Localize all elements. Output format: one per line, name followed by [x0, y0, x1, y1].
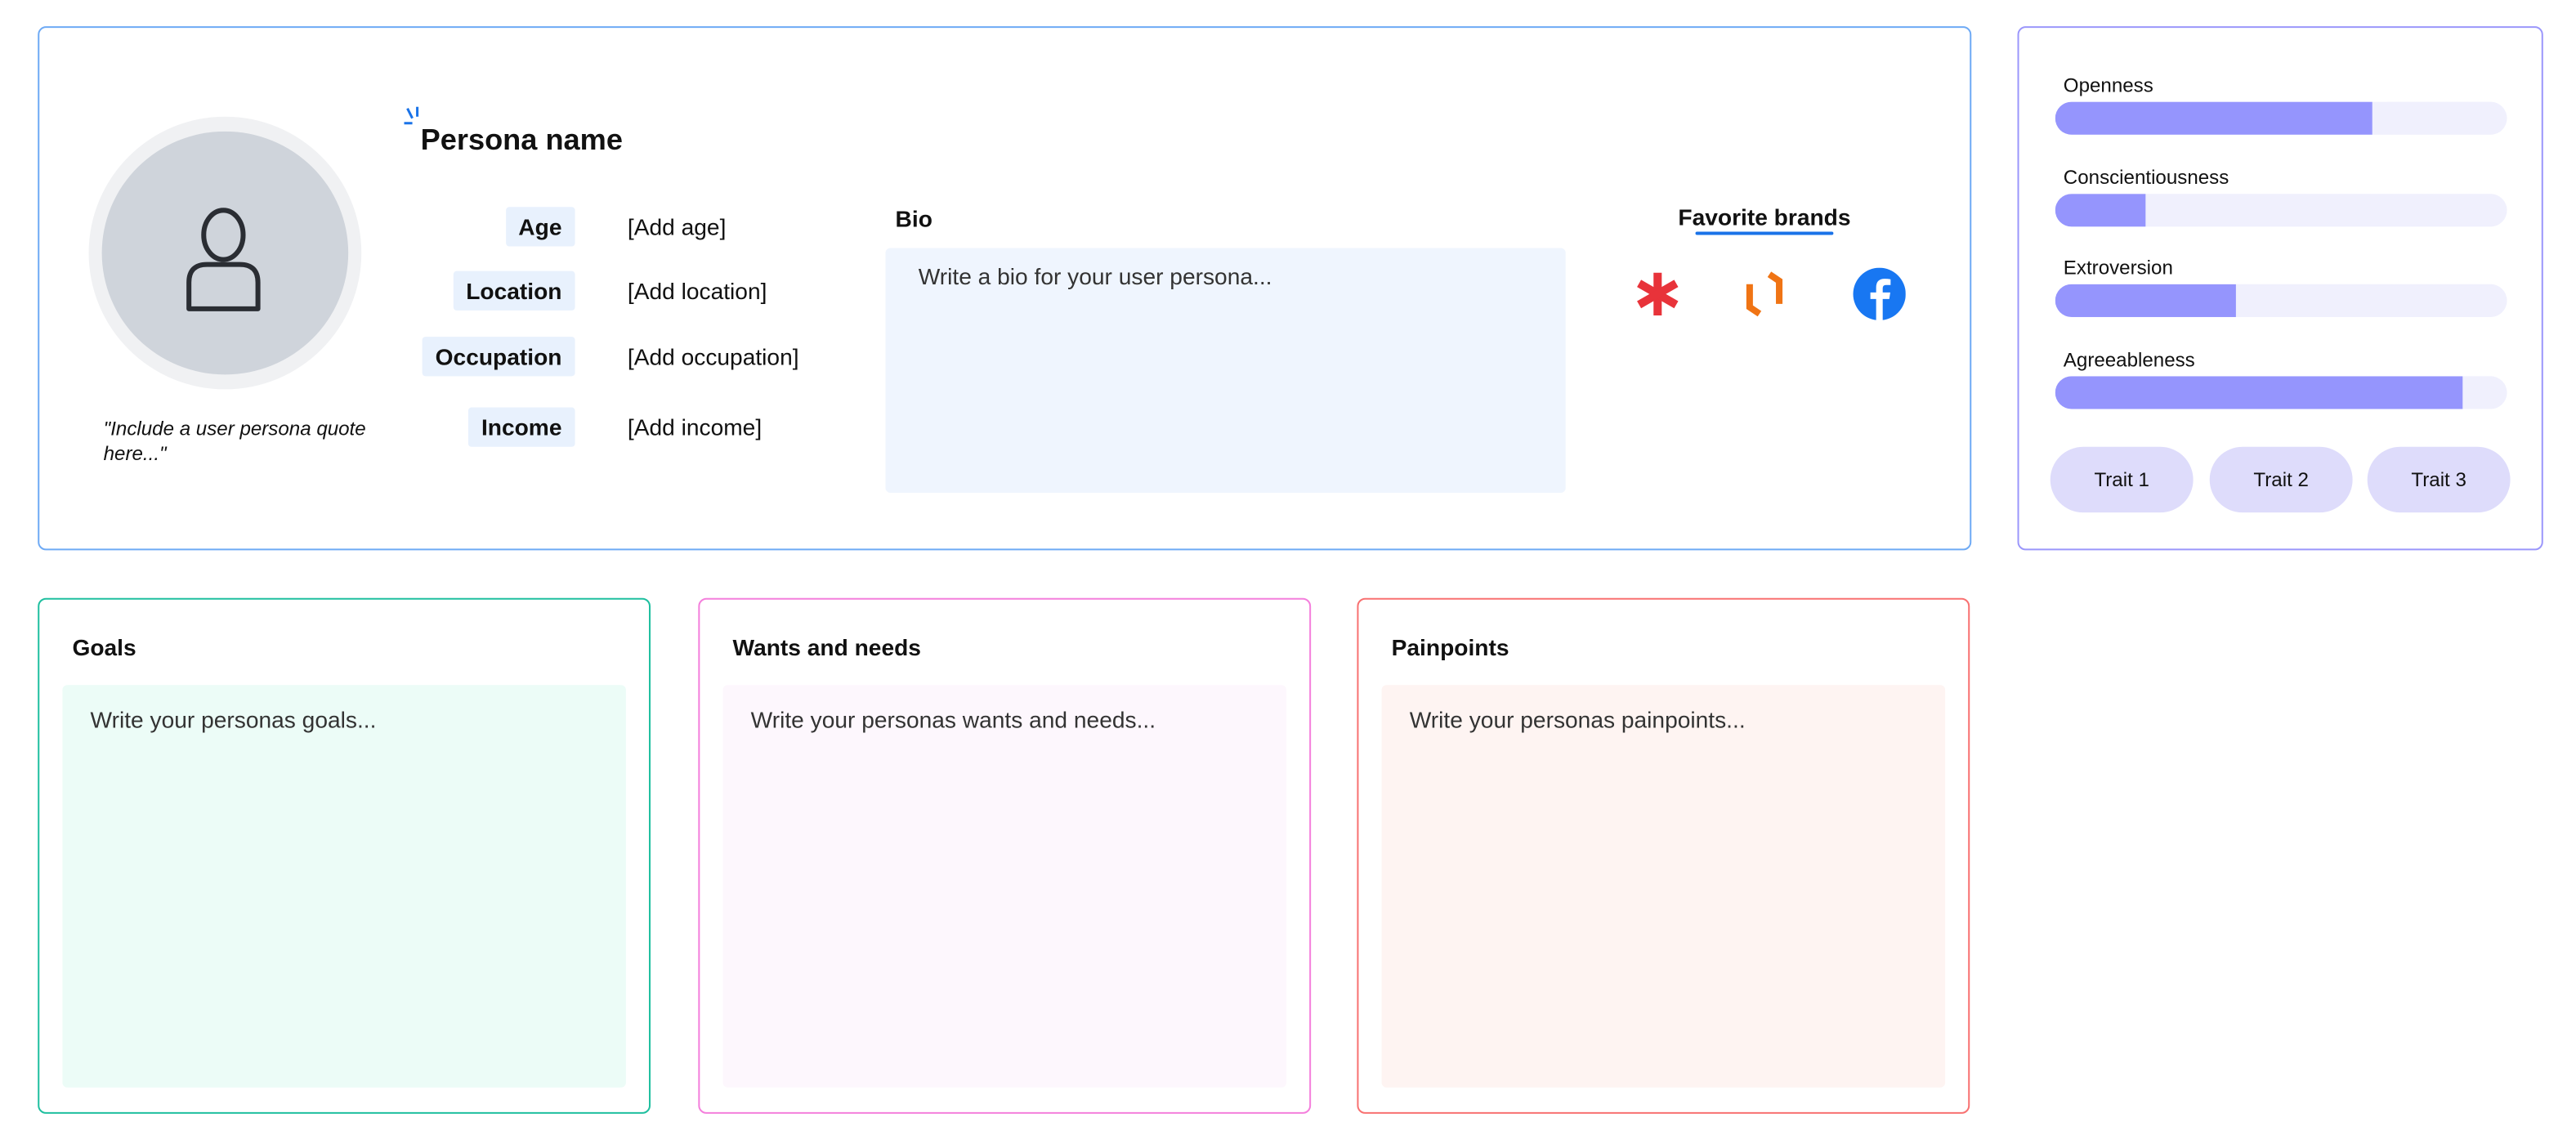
user-icon [174, 203, 273, 319]
trait-label-agreeableness: Agreeableness [2063, 348, 2195, 372]
trait-label-extroversion: Extroversion [2063, 256, 2173, 279]
favorite-brands-label: Favorite brands [1678, 203, 1851, 230]
openness-bar-fill [2055, 102, 2372, 135]
persona-quote[interactable]: "Include a user persona quote here..." [103, 417, 366, 465]
trait-label-conscientiousness: Conscientiousness [2063, 166, 2229, 190]
favorite-brands-underline [1696, 231, 1834, 235]
goals-title: Goals [72, 633, 136, 661]
asterisk-brand-icon[interactable] [1631, 268, 1684, 320]
persona-name[interactable]: Persona name [420, 123, 623, 156]
wants-needs-title: Wants and needs [732, 633, 921, 661]
goals-input[interactable]: Write your personas goals... [62, 685, 625, 1087]
wants-needs-input[interactable]: Write your personas wants and needs... [722, 685, 1286, 1087]
conscientiousness-bar-fill [2055, 194, 2146, 226]
age-value[interactable]: [Add age] [627, 213, 727, 240]
painpoints-input[interactable]: Write your personas painpoints... [1382, 685, 1945, 1087]
income-label: Income [468, 408, 575, 447]
location-value[interactable]: [Add location] [627, 277, 767, 304]
trait-chip-1[interactable]: Trait 1 [2051, 447, 2194, 512]
trait-label-openness: Openness [2063, 74, 2153, 97]
income-value[interactable]: [Add income] [627, 414, 763, 440]
agreeableness-bar[interactable] [2055, 376, 2507, 409]
bio-label: Bio [895, 205, 932, 232]
bio-input[interactable]: Write a bio for your user persona... [885, 248, 1565, 494]
location-label: Location [453, 271, 575, 311]
personality-traits-card [2018, 26, 2543, 550]
painpoints-card [1357, 598, 1970, 1114]
wants-needs-card [698, 598, 1311, 1114]
facebook-icon[interactable] [1854, 268, 1906, 320]
goals-card [38, 598, 651, 1114]
avatar[interactable] [102, 132, 349, 375]
trait-chip-2[interactable]: Trait 2 [2210, 447, 2353, 512]
openness-bar[interactable] [2055, 102, 2507, 135]
persona-card [38, 26, 1971, 550]
orange-bracket-brand-icon[interactable] [1738, 268, 1791, 320]
conscientiousness-bar[interactable] [2055, 194, 2507, 226]
age-label: Age [505, 207, 575, 246]
occupation-label: Occupation [423, 337, 575, 376]
trait-chip-3[interactable]: Trait 3 [2368, 447, 2511, 512]
extroversion-bar[interactable] [2055, 284, 2507, 317]
agreeableness-bar-fill [2055, 376, 2462, 409]
painpoints-title: Painpoints [1391, 633, 1509, 661]
occupation-value[interactable]: [Add occupation] [627, 343, 799, 370]
extroversion-bar-fill [2055, 284, 2236, 317]
